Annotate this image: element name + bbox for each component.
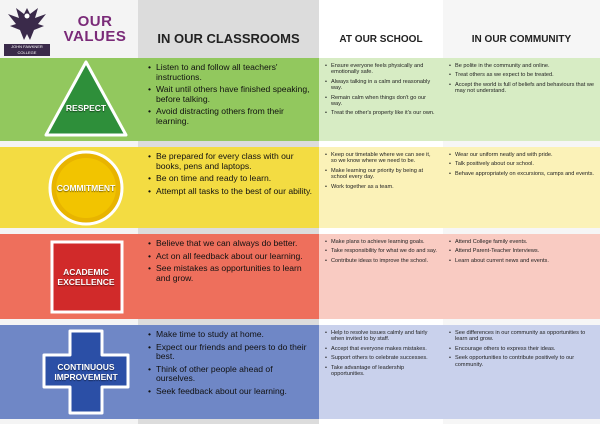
list-item: • Attend College family events.: [449, 239, 594, 245]
academic-label-line2: EXCELLENCE: [57, 277, 115, 287]
list-item: • Ensure everyone feels physically and emotionally safe.: [325, 63, 437, 76]
commitment-school: [319, 147, 443, 228]
academic-classrooms: [138, 234, 319, 319]
logo-banner: [4, 44, 50, 56]
list-item: • Take responsibility for what we do and say.: [325, 248, 437, 254]
column-header-school: AT OUR SCHOOL: [339, 34, 423, 45]
list-item: • Wear our uniform neatly and with pride.: [449, 152, 594, 158]
commitment-label: COMMITMENT: [56, 183, 116, 193]
list-item: • Make plans to achieve learning goals.: [325, 239, 437, 245]
improvement-band: [0, 325, 138, 419]
list-item: • Treat the other's property like it's our own.: [325, 110, 437, 116]
list-item: • Listen to and follow all teachers' instructions.: [148, 63, 313, 82]
respect-community: [443, 58, 600, 141]
list-item: • Accept the world is full of beliefs and behaviours that we may not understand.: [449, 82, 594, 95]
improvement-school: [319, 325, 443, 419]
list-item: • Always talking in a calm and reasonably way.: [325, 79, 437, 92]
commitment-band: [0, 147, 138, 228]
list-item: • Be prepared for every class with our books, pens and laptops.: [148, 152, 313, 171]
list-item: • Be polite in the community and online.: [449, 63, 594, 69]
logo-name: JOHN FAWKNER: [11, 44, 43, 49]
commitment-row: [0, 147, 600, 228]
academic-school: [319, 234, 443, 319]
respect-classrooms: [138, 58, 319, 141]
list-item: • Be on time and ready to learn.: [148, 174, 313, 184]
list-item: • Take advantage of leadership opportunities.: [325, 365, 437, 378]
list-item: • Remain calm when things don't go our way.: [325, 95, 437, 108]
list-item: • Help to resolve issues calmly and fairly when invited to by staff.: [325, 330, 437, 343]
respect-row: [0, 58, 600, 141]
logo-subname: COLLEGE: [17, 50, 37, 55]
commitment-community: [443, 147, 600, 228]
improvement-community: [443, 325, 600, 419]
improvement-label-line2: IMPROVEMENT: [54, 372, 118, 382]
list-item: • Avoid distracting others from their learning.: [148, 107, 313, 126]
list-item: • Expect our friends and peers to do their best.: [148, 343, 313, 362]
list-item: • Believe that we can always do better.: [148, 239, 313, 249]
list-item: • Attempt all tasks to the best of our ability.: [148, 187, 313, 197]
header: [0, 0, 600, 58]
list-item: • Contribute ideas to improve the school.: [325, 258, 437, 264]
list-item: • Seek feedback about our learning.: [148, 387, 313, 397]
academic-row: [0, 234, 600, 319]
improvement-row: [0, 325, 600, 419]
academic-community: [443, 234, 600, 319]
list-item: • Support others to celebrate successes.: [325, 355, 437, 361]
list-item: • Seek opportunities to contribute positively to our community.: [449, 355, 594, 368]
college-logo: [4, 4, 50, 56]
list-item: • Make time to study at home.: [148, 330, 313, 340]
page-title: OUR VALUES: [63, 13, 127, 45]
list-item: • Attend Parent-Teacher Interviews.: [449, 248, 594, 254]
academic-label-line1: ACADEMIC: [63, 267, 109, 277]
eagle-icon: [4, 4, 50, 46]
improvement-classrooms: [138, 325, 319, 419]
list-item: • See mistakes as opportunities to learn and grow.: [148, 264, 313, 283]
list-item: • Encourage others to express their ideas.: [449, 346, 594, 352]
respect-school: [319, 58, 443, 141]
list-item: • Keep our timetable where we can see it, so we know where we need to be.: [325, 152, 437, 165]
list-item: • Accept that everyone makes mistakes.: [325, 346, 437, 352]
list-item: • Act on all feedback about our learning.: [148, 252, 313, 262]
list-item: • See differences in our community as opportunities to learn and grow.: [449, 330, 594, 343]
improvement-label-line1: CONTINUOUS: [57, 362, 115, 372]
list-item: • Make learning our priority by being at school every day.: [325, 168, 437, 181]
respect-label: RESPECT: [65, 103, 107, 113]
list-item: • Think of other people ahead of ourselves.: [148, 365, 313, 384]
academic-label: [40, 267, 132, 287]
column-header-community: IN OUR COMMUNITY: [471, 34, 572, 45]
list-item: • Wait until others have finished speaking, before talking.: [148, 85, 313, 104]
list-item: • Work together as a team.: [325, 184, 437, 190]
commitment-classrooms: [138, 147, 319, 228]
triangle-icon: [40, 58, 132, 141]
respect-band: [0, 58, 138, 141]
column-header-classrooms: IN OUR CLASSROOMS: [157, 31, 300, 46]
list-item: • Learn about current news and events.: [449, 258, 594, 264]
improvement-label: [40, 362, 132, 382]
list-item: • Treat others as we expect to be treated.: [449, 72, 594, 78]
list-item: • Talk positively about our school.: [449, 161, 594, 167]
list-item: • Behave appropriately on excursions, camps and events.: [449, 171, 594, 177]
academic-band: [0, 234, 138, 319]
